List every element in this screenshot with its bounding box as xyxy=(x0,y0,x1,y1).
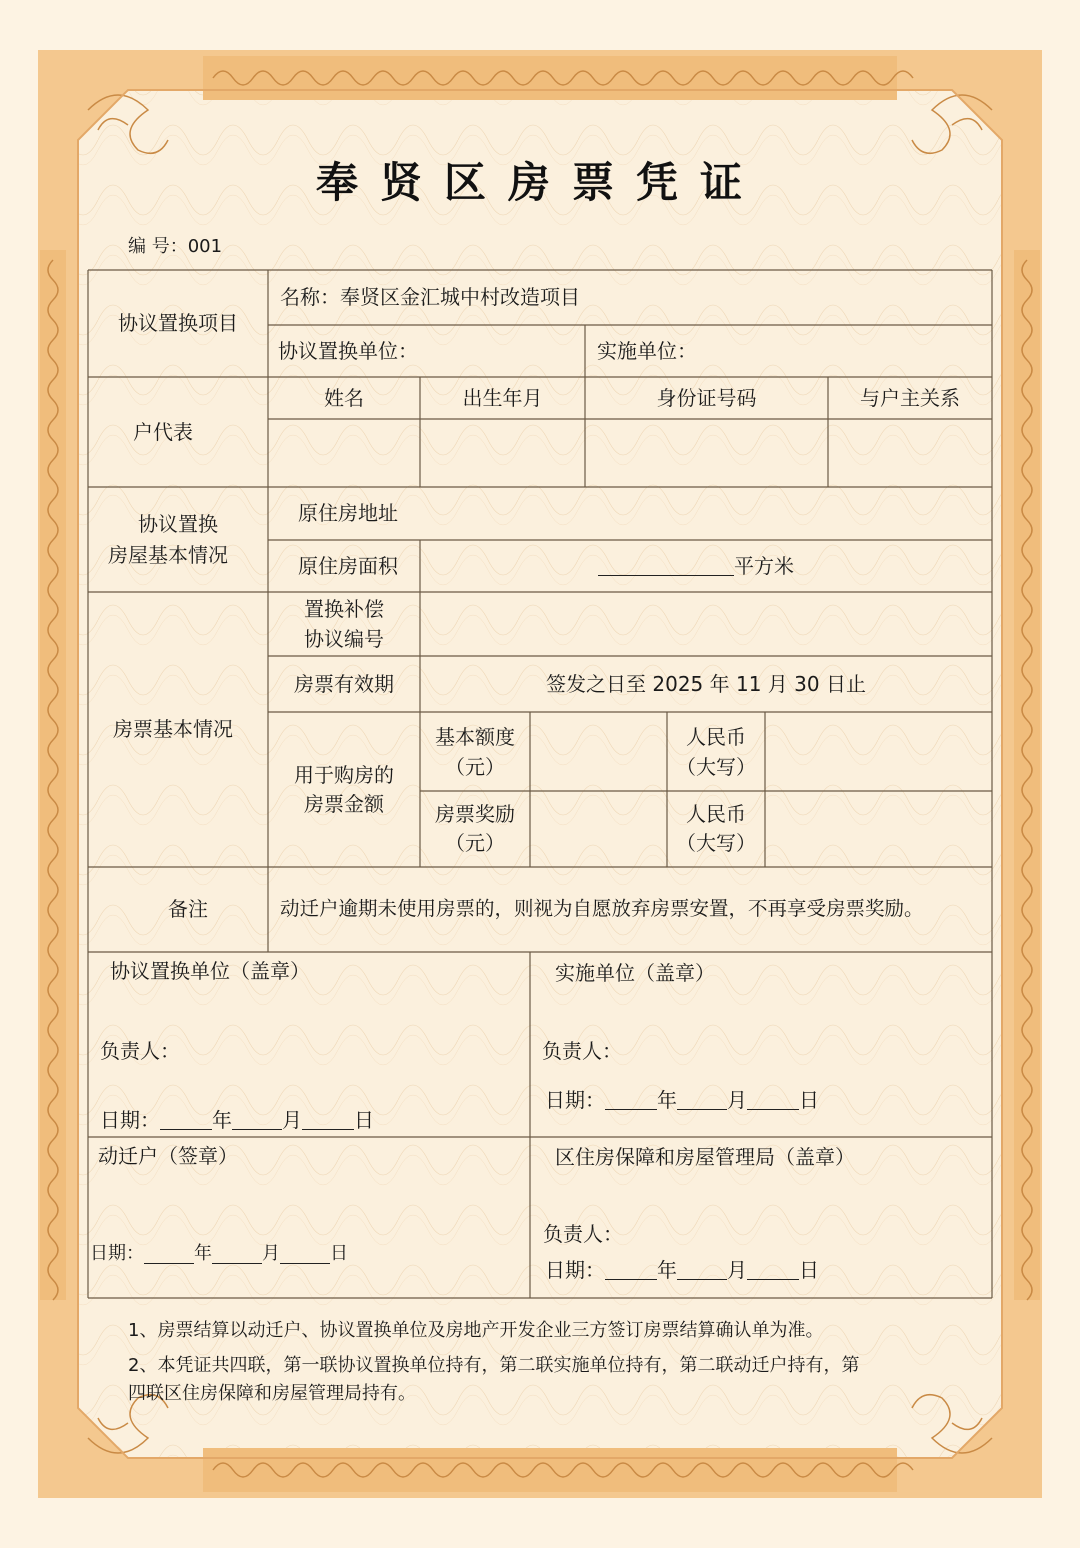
agreement-unit-seal: 协议置换单位（盖章） xyxy=(110,958,310,983)
rmb-label-line1: 人民币 xyxy=(686,724,746,749)
year-blank[interactable] xyxy=(144,1245,194,1264)
unit-person-in-charge: 负责人： xyxy=(100,1038,180,1063)
date-label: 日期： xyxy=(545,1087,605,1112)
serial-number: 编 号：001 xyxy=(128,236,223,257)
base-amount-label xyxy=(420,712,530,791)
day-label: 日 xyxy=(799,1087,819,1112)
bureau-seal: 区住房保障和房屋管理局（盖章） xyxy=(555,1144,855,1169)
project-section-label: 协议置换项目 xyxy=(118,311,238,335)
remark-text: 动迁户逾期未使用房票的，则视为自愿放弃房票安置，不再享受房票奖励。 xyxy=(280,897,924,921)
day-blank[interactable] xyxy=(747,1091,799,1110)
reward-amount-label-line1: 房票奖励 xyxy=(435,802,515,826)
year-label: 年 xyxy=(657,1257,677,1282)
col-name: 姓名 xyxy=(324,385,364,410)
month-label: 月 xyxy=(282,1107,302,1132)
month-label: 月 xyxy=(727,1087,747,1112)
year-blank[interactable] xyxy=(160,1111,212,1130)
date-label: 日期： xyxy=(545,1257,605,1282)
col-birth: 出生年月 xyxy=(462,385,543,410)
house-section-label-line1: 协议置换 xyxy=(138,511,218,536)
month-blank[interactable] xyxy=(677,1261,727,1280)
impl-date[interactable] xyxy=(545,1084,965,1116)
base-amount-label-line2: （元） xyxy=(445,754,505,779)
house-section-label-line2: 房屋基本情况 xyxy=(108,542,228,567)
day-blank[interactable] xyxy=(280,1245,330,1264)
rmb-label-2-line1: 人民币 xyxy=(686,802,746,826)
year-label: 年 xyxy=(657,1087,677,1112)
resident-seal: 动迁户（签章） xyxy=(98,1143,238,1168)
year-label: 年 xyxy=(194,1243,212,1265)
bureau-person-in-charge: 负责人： xyxy=(543,1221,623,1246)
month-label: 月 xyxy=(727,1257,747,1282)
household-section-label: 户代表 xyxy=(133,419,193,444)
agreement-number-label-line1: 置换补偿 xyxy=(304,597,384,621)
implementing-unit-label: 实施单位： xyxy=(597,338,697,363)
unit-date[interactable] xyxy=(100,1104,520,1136)
address-label: 原住房地址 xyxy=(298,501,398,525)
month-blank[interactable] xyxy=(232,1111,282,1130)
agreement-unit-label: 协议置换单位： xyxy=(278,338,418,363)
area-label: 原住房面积 xyxy=(298,553,398,578)
day-blank[interactable] xyxy=(747,1261,799,1280)
day-label: 日 xyxy=(354,1107,374,1132)
note-3: 四联区住房保障和房屋管理局持有。 xyxy=(128,1383,416,1404)
day-label: 日 xyxy=(330,1243,348,1265)
note-2: 2、本凭证共四联，第一联协议置换单位持有，第二联实施单位持有，第二联动迁户持有，第 xyxy=(128,1355,860,1376)
month-blank[interactable] xyxy=(677,1091,727,1110)
date-label: 日期： xyxy=(100,1107,160,1132)
impl-person-in-charge: 负责人： xyxy=(542,1038,622,1063)
implementing-unit-seal: 实施单位（盖章） xyxy=(555,960,715,985)
purchase-amount-label xyxy=(268,712,420,867)
validity-value: 签发之日至 2025 年 11 月 30 日止 xyxy=(546,671,866,696)
agreement-number-label-line2: 协议编号 xyxy=(304,627,384,651)
year-label: 年 xyxy=(212,1107,232,1132)
purchase-amount-label-line2: 房票金额 xyxy=(304,791,384,816)
bureau-date[interactable] xyxy=(545,1254,965,1286)
year-blank[interactable] xyxy=(605,1261,657,1280)
agreement-number-label xyxy=(268,592,420,656)
year-blank[interactable] xyxy=(605,1091,657,1110)
col-relation: 与户主关系 xyxy=(860,385,960,410)
reward-amount-label-line2: （元） xyxy=(445,831,505,855)
month-blank[interactable] xyxy=(212,1245,262,1264)
day-label: 日 xyxy=(799,1257,819,1282)
date-label: 日期： xyxy=(90,1243,144,1265)
reward-amount-label xyxy=(420,791,530,867)
page-title: 奉贤区房票凭证 xyxy=(315,158,764,207)
project-name: 名称：奉贤区金汇城中村改造项目 xyxy=(280,285,580,309)
month-label: 月 xyxy=(262,1243,280,1265)
rmb-uppercase-label-2 xyxy=(667,791,765,867)
ticket-section-label: 房票基本情况 xyxy=(113,717,233,741)
note-1: 1、房票结算以动迁户、协议置换单位及房地产开发企业三方签订房票结算确认单为准。 xyxy=(128,1320,824,1341)
validity-label: 房票有效期 xyxy=(294,671,394,696)
resident-date[interactable] xyxy=(90,1238,510,1270)
area-field[interactable] xyxy=(420,540,992,592)
rmb-label-2-line2: （大写） xyxy=(676,831,756,855)
rmb-label-line2: （大写） xyxy=(676,754,756,779)
area-blank[interactable] xyxy=(598,557,734,576)
base-amount-label-line1: 基本额度 xyxy=(435,724,515,749)
rmb-uppercase-label xyxy=(667,712,765,791)
col-id-number: 身份证号码 xyxy=(656,385,757,410)
house-section-label xyxy=(88,487,248,592)
area-unit: 平方米 xyxy=(734,553,794,578)
purchase-amount-label-line1: 用于购房的 xyxy=(294,762,394,787)
day-blank[interactable] xyxy=(302,1111,354,1130)
remark-label: 备注 xyxy=(168,897,208,921)
